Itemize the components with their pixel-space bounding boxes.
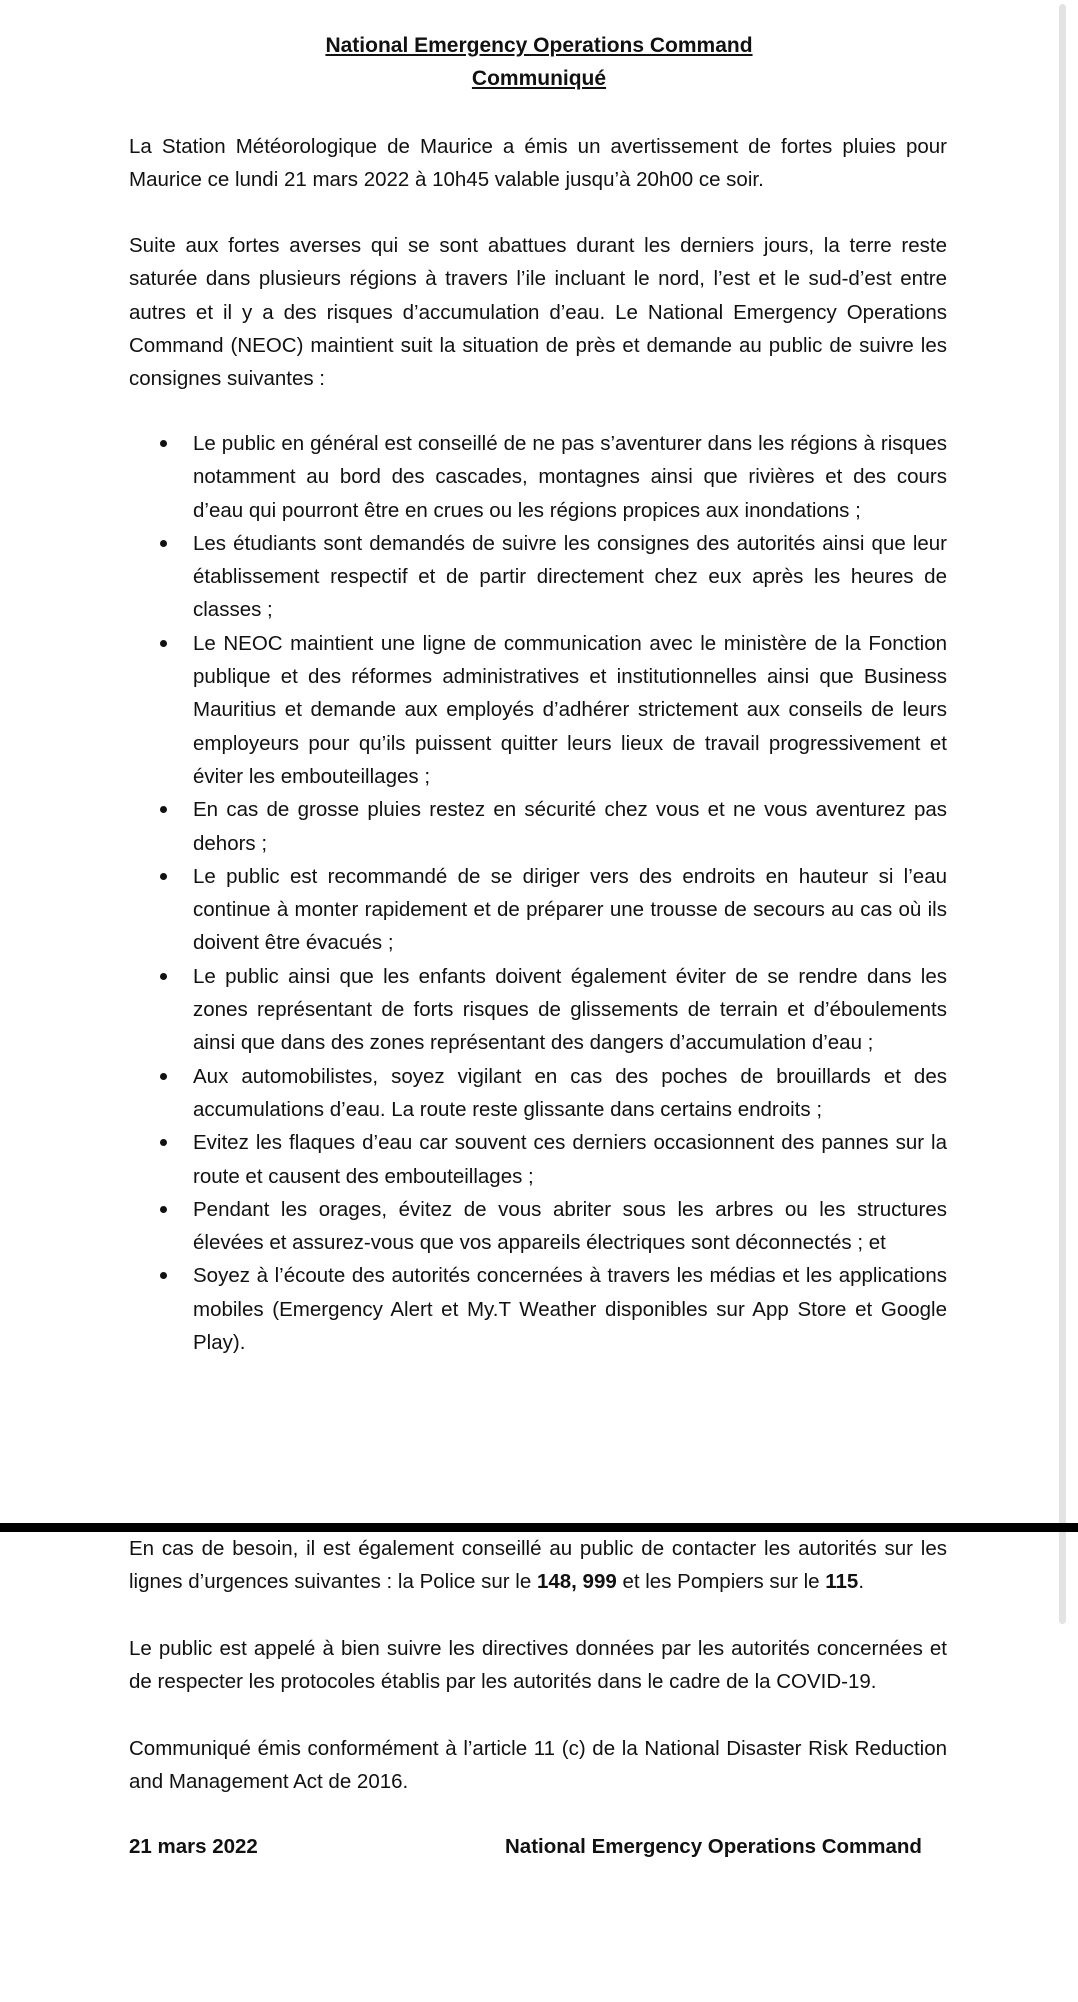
footer-signatory: National Emergency Operations Command: [505, 1835, 922, 1858]
list-item-text: Evitez les flaques d’eau car souvent ces derniers occasionnent des pannes sur la route et causent des embouteillages ;: [193, 1131, 947, 1188]
bullet-icon: [160, 873, 167, 880]
contact-text-before: En cas de besoin, il est également conseillé au public de contacter les autorités sur les lignes d’urgences suivantes : la Police sur le: [129, 1537, 947, 1594]
list-item: [129, 1060, 947, 1127]
list-item-text: Les étudiants sont demandés de suivre les consignes des autorités ainsi que leur établissement respectif et de partir directement chez eux après les heures de classes ;: [193, 531, 947, 622]
bullet-icon: [160, 440, 167, 447]
bullet-icon: [160, 973, 167, 980]
guidelines-list: [129, 427, 947, 1359]
list-item: [129, 960, 947, 1060]
list-item-text: En cas de grosse pluies restez en sécurité chez vous et ne vous aventurez pas dehors ;: [193, 798, 947, 855]
list-item: [129, 527, 947, 627]
intro-paragraph-situation: Suite aux fortes averses qui se sont abattues durant les derniers jours, la terre reste saturée dans plusieurs régions à travers l’ile incluant le nord, l’est et le sud-d’est entre autres et il y a des risques d’accumulation d’eau. Le National Emergency Operations Command (NEOC) maintient suit la situation de près et demande au public de suivre les consignes suivantes :: [129, 234, 947, 391]
list-item: [129, 793, 947, 860]
list-item: [129, 1193, 947, 1260]
document-title: National Emergency Operations Command: [325, 34, 753, 57]
list-item-text: Soyez à l’écoute des autorités concernées à travers les médias et les applications mobiles (Emergency Alert et My.T Weather disponibles sur App Store et Google Play).: [193, 1264, 947, 1355]
footer-date: 21 mars 2022: [129, 1835, 258, 1858]
covid-protocol-paragraph: Le public est appelé à bien suivre les directives données par les autorités concernées et de respecter les protocoles établis par les autorités dans le cadre de la COVID-19.: [129, 1637, 947, 1694]
list-item-text: Le NEOC maintient une ligne de communication avec le ministère de la Fonction publique et des réformes administratives et institutionnelles ainsi que Business Mauritius et demande aux employés d’adhérer strictement aux conseils de leurs employeurs pour qu’ils puissent quitter leurs lieux de travail progressivement et éviter les embouteillages ;: [193, 631, 947, 788]
emergency-contact-paragraph: [129, 1532, 947, 1599]
intro-paragraph-warning: La Station Météorologique de Maurice a émis un avertissement de fortes pluies pour Maurice ce lundi 21 mars 2022 à 10h45 valable jusqu’à 20h00 ce soir.: [129, 135, 947, 192]
list-item: [129, 1126, 947, 1193]
list-item-text: Aux automobilistes, soyez vigilant en cas des poches de brouillards et des accumulations d’eau. La route reste glissante dans certains endroits ;: [193, 1064, 947, 1121]
list-item-text: Le public est recommandé de se diriger vers des endroits en hauteur si l’eau continue à monter rapidement et de préparer une trousse de secours au cas où ils doivent être évacués ;: [193, 864, 947, 955]
bullet-icon: [160, 1272, 167, 1279]
list-item-text: Pendant les orages, évitez de vous abriter sous les arbres ou les structures élevées et assurez-vous que vos appareils électriques sont déconnectés ; et: [193, 1197, 947, 1255]
list-item-text: Le public en général est conseillé de ne pas s’aventurer dans les régions à risques notamment au bord des cascades, montagnes ainsi que rivières et des cours d’eau qui pourront être en crues ou les régions propices aux inondations ;: [193, 432, 947, 522]
bullet-icon: [160, 806, 167, 813]
list-item: [129, 860, 947, 960]
bullet-icon: [160, 540, 167, 547]
list-item: [129, 627, 947, 793]
bullet-icon: [160, 640, 167, 647]
bullet-icon: [160, 1206, 167, 1213]
scrollbar[interactable]: [1059, 4, 1066, 1624]
document-subtitle: Communiqué: [471, 67, 607, 90]
legal-basis-paragraph: Communiqué émis conformément à l’article 11 (c) de la National Disaster Risk Reduction and Management Act de 2016.: [129, 1737, 947, 1794]
bullet-icon: [160, 1073, 167, 1080]
list-item: [129, 427, 947, 527]
list-item-text: Le public ainsi que les enfants doivent également éviter de se rendre dans les zones représentant de forts risques de glissements de terrain et d’éboulements ainsi que dans des zones représentant des dangers d’accumulation d’eau ;: [193, 964, 947, 1055]
screenshot-divider: [0, 1523, 1078, 1532]
contact-text-middle: et les Pompiers sur le: [616, 1570, 826, 1594]
list-item: [129, 1259, 947, 1359]
contact-text-after: .: [858, 1570, 865, 1594]
police-numbers: 148, 999: [536, 1570, 617, 1594]
firefighters-number: 115: [825, 1570, 859, 1594]
bullet-icon: [160, 1139, 167, 1146]
